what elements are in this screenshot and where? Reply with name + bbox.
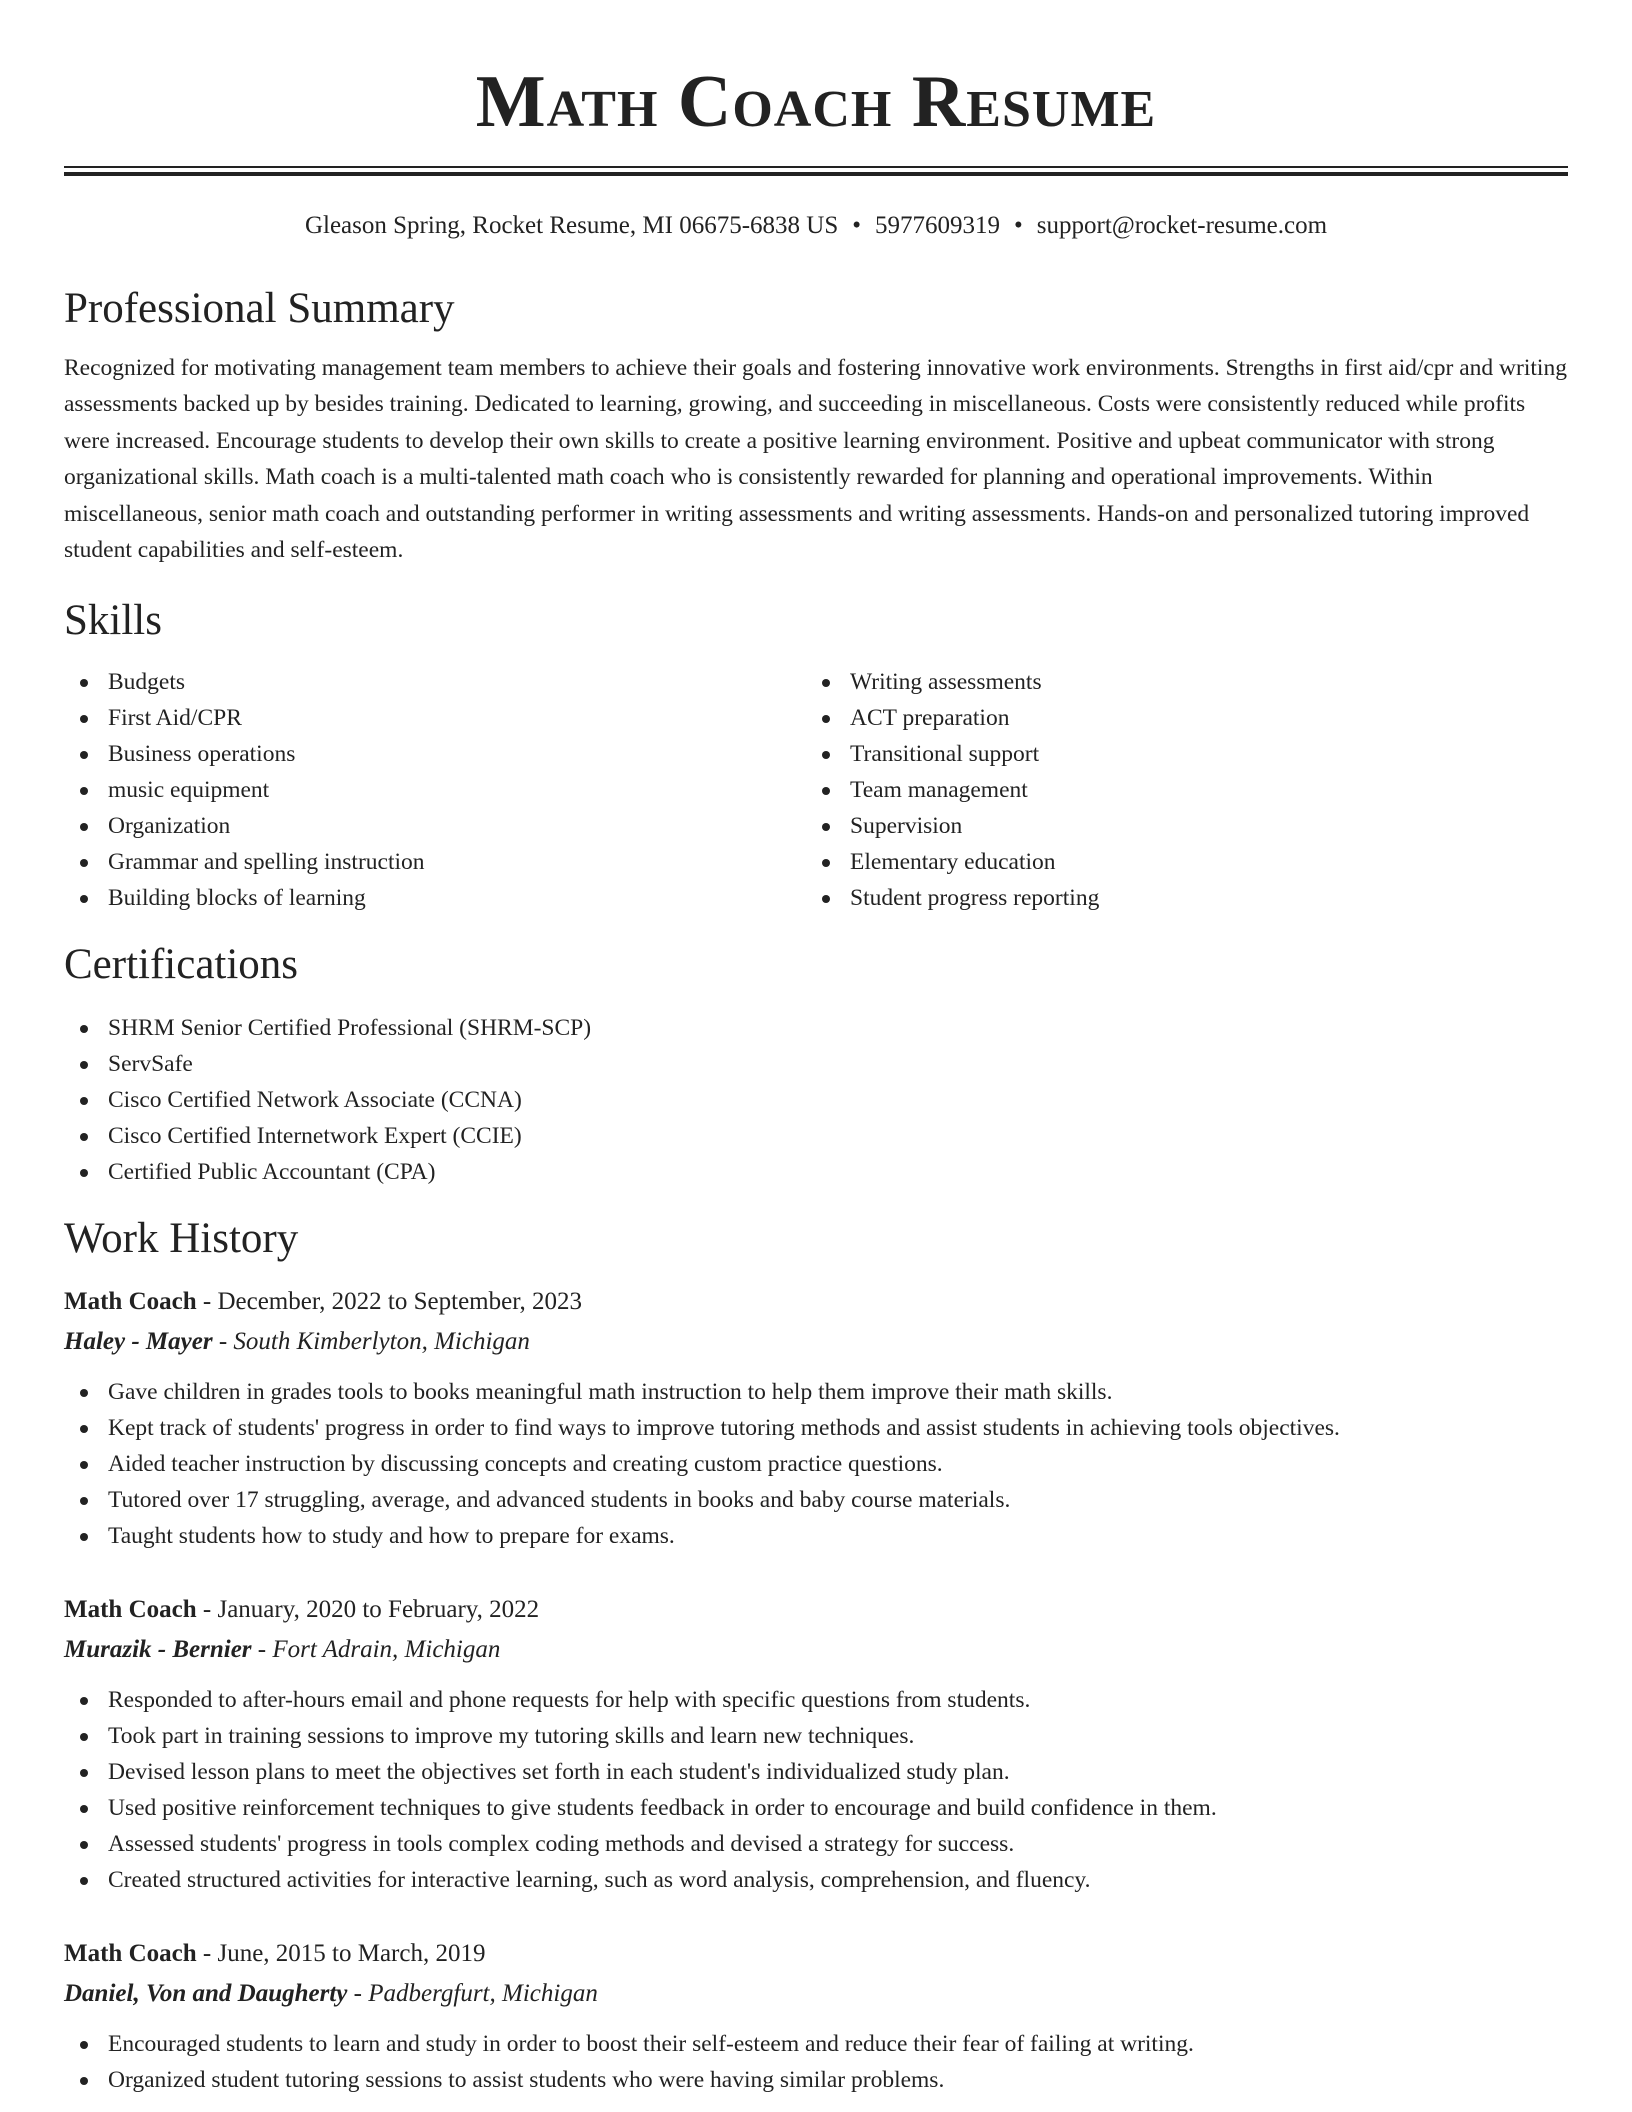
title-divider (64, 166, 1568, 176)
job-duties-list (64, 1374, 1568, 1554)
contact-email: support@rocket-resume.com (1036, 212, 1328, 239)
job-title-line (64, 1282, 1568, 1322)
job-duty-item: Responded to after-hours email and phone requests for help with specific questions from students. (64, 1682, 1568, 1718)
job-dates: - January, 2020 to February, 2022 (196, 1596, 540, 1624)
job-dates: - December, 2022 to September, 2023 (196, 1288, 583, 1316)
skill-item: Elementary education (806, 844, 1548, 880)
job-role: Math Coach (64, 1596, 197, 1624)
job-entry (64, 1282, 1568, 1554)
job-entry (64, 1934, 1568, 2098)
job-duty-item: Gave children in grades tools to books meaningful math instruction to help them improve their math skills. (64, 1374, 1568, 1410)
skill-item: Student progress reporting (806, 880, 1548, 916)
job-dates: - June, 2015 to March, 2019 (196, 1940, 486, 1968)
job-location: - Fort Adrain, Michigan (251, 1636, 501, 1664)
skills-grid (64, 664, 1568, 916)
skill-item: First Aid/CPR (64, 700, 806, 736)
job-duty-item: Aided teacher instruction by discussing concepts and creating custom practice questions. (64, 1446, 1568, 1482)
job-employer-line (64, 1322, 1568, 1362)
job-company: Haley - Mayer (64, 1328, 213, 1356)
skill-item: Supervision (806, 808, 1548, 844)
job-duty-item: Encouraged students to learn and study in order to boost their self-esteem and reduce their fear of failing at writing. (64, 2026, 1568, 2062)
job-location: - Padbergfurt, Michigan (347, 1980, 598, 2008)
skill-item: ACT preparation (806, 700, 1548, 736)
skills-list-left (64, 664, 806, 916)
contact-line (64, 210, 1568, 242)
skill-item: Grammar and spelling instruction (64, 844, 806, 880)
skill-item: Budgets (64, 664, 806, 700)
skill-item: Team management (806, 772, 1548, 808)
skill-item: Organization (64, 808, 806, 844)
certification-item: ServSafe (64, 1046, 1568, 1082)
skill-item: Business operations (64, 736, 806, 772)
job-duty-item: Tutored over 17 struggling, average, and advanced students in books and baby course materials. (64, 1482, 1568, 1518)
skills-column-left (64, 664, 806, 916)
skills-heading: Skills (64, 597, 162, 645)
job-duty-item: Devised lesson plans to meet the objectives set forth in each student's individualized study plan. (64, 1754, 1568, 1790)
job-duty-item: Created structured activities for interactive learning, such as word analysis, comprehension, and fluency. (64, 1862, 1568, 1898)
resume-page (64, 0, 1568, 2098)
job-duty-item: Taught students how to study and how to prepare for exams. (64, 1518, 1568, 1554)
contact-separator: • (1014, 212, 1023, 239)
certification-item: Cisco Certified Internetwork Expert (CCIE) (64, 1118, 1568, 1154)
skills-column-right (806, 664, 1548, 916)
contact-phone: 5977609319 (875, 212, 1000, 239)
job-role: Math Coach (64, 1288, 197, 1316)
job-duty-item: Assessed students' progress in tools complex coding methods and devised a strategy for success. (64, 1826, 1568, 1862)
job-employer-line (64, 1630, 1568, 1670)
job-title-line (64, 1590, 1568, 1630)
skills-list-right (806, 664, 1548, 916)
skill-item: music equipment (64, 772, 806, 808)
contact-address: Gleason Spring, Rocket Resume, MI 06675-6838 US (304, 212, 839, 239)
job-entry (64, 1590, 1568, 1898)
work-history-heading: Work History (64, 1215, 299, 1263)
job-location: - South Kimberlyton, Michigan (212, 1328, 530, 1356)
job-duties-list (64, 2026, 1568, 2098)
certifications-list (64, 1010, 1568, 1190)
job-duty-item: Took part in training sessions to improve my tutoring skills and learn new techniques. (64, 1718, 1568, 1754)
summary-text: Recognized for motivating management team members to achieve their goals and fostering innovative work environments. Strengths in first aid/cpr and writing assessments backed up by besides training. Dedicated to learning, growing, and succeeding in miscellaneous. Costs were consistently reduced while profits were increased. Encourage students to develop their own skills to create a positive learning environment. Positive and upbeat communicator with strong organizational skills. Math coach is a multi-talented math coach who is consistently rewarded for planning and operational improvements. Within miscellaneous, senior math coach and outstanding performer in writing assessments and writing assessments. Hands-on and personalized tutoring improved student capabilities and self-esteem. (64, 355, 1567, 564)
job-duty-item: Kept track of students' progress in order to find ways to improve tutoring methods and assist students in achieving tools objectives. (64, 1410, 1568, 1446)
job-duty-item: Used positive reinforcement techniques to give students feedback in order to encourage and build confidence in them. (64, 1790, 1568, 1826)
skill-item: Writing assessments (806, 664, 1548, 700)
job-duty-item: Organized student tutoring sessions to assist students who were having similar problems. (64, 2062, 1568, 2098)
certification-item: Certified Public Accountant (CPA) (64, 1154, 1568, 1190)
job-title-line (64, 1934, 1568, 1974)
certification-item: SHRM Senior Certified Professional (SHRM-SCP) (64, 1010, 1568, 1046)
certifications-heading: Certifications (64, 941, 299, 989)
job-company: Murazik - Bernier (64, 1636, 252, 1664)
job-employer-line (64, 1974, 1568, 2014)
skill-item: Building blocks of learning (64, 880, 806, 916)
job-duties-list (64, 1682, 1568, 1898)
page-title: Math Coach Resume (475, 61, 1157, 143)
certification-item: Cisco Certified Network Associate (CCNA) (64, 1082, 1568, 1118)
skill-item: Transitional support (806, 736, 1548, 772)
summary-heading: Professional Summary (64, 285, 455, 332)
job-company: Daniel, Von and Daugherty (64, 1980, 348, 2008)
job-role: Math Coach (64, 1940, 197, 1968)
contact-separator: • (852, 212, 861, 239)
